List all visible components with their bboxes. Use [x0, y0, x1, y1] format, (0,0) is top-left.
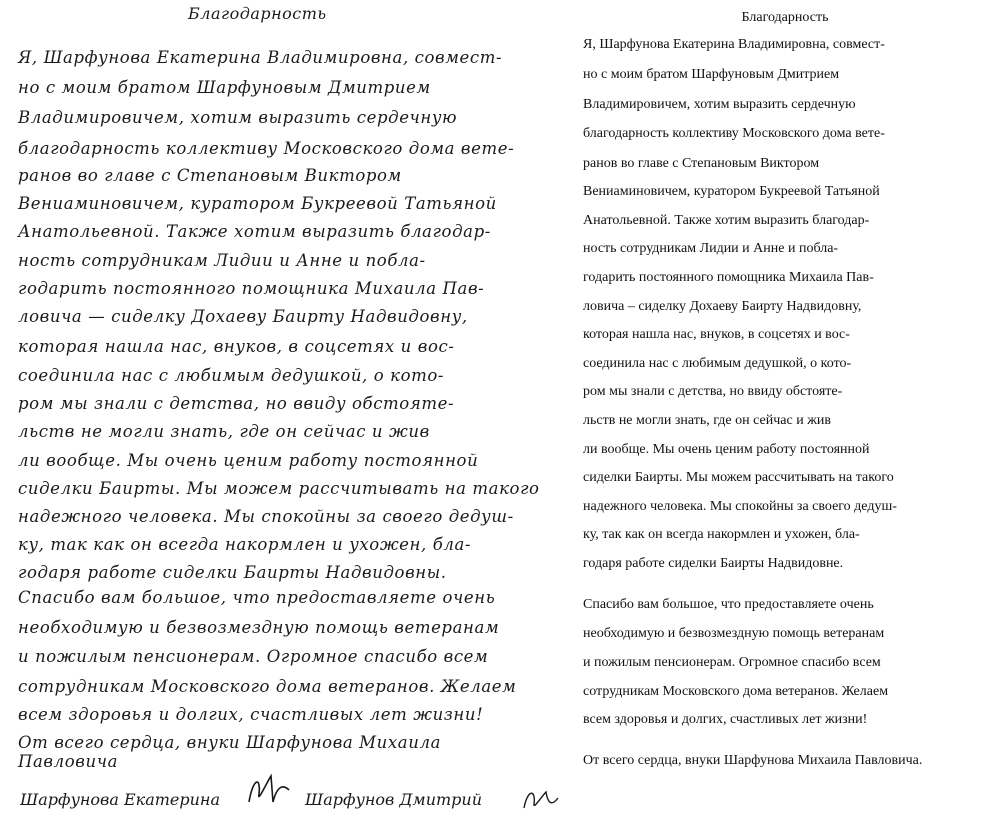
handwritten-line: ли вообще. Мы очень ценим работу постоянной	[18, 451, 479, 470]
handwritten-line: годаря работе сиделки Баирты Надвидовны.	[18, 563, 447, 582]
printed-line: От всего сердца, внуки Шарфунова Михаила Павловича.	[583, 753, 923, 768]
printed-line: годарить постоянного помощника Михаила Пав-	[583, 270, 874, 285]
printed-line: ку, так как он всегда накормлен и ухожен, бла-	[583, 527, 860, 542]
handwritten-line: ность сотрудникам Лидии и Анне и побла-	[18, 251, 426, 270]
handwritten-line: сиделки Баирты. Мы можем рассчитывать на такого	[18, 479, 540, 498]
printed-line: сотрудникам Московского дома ветеранов. Желаем	[583, 684, 889, 699]
signature-left-name: Шарфунова Екатерина	[20, 790, 220, 809]
printed-line: но с моим братом Шарфуновым Дмитрием	[583, 67, 840, 82]
printed-line: Владимировичем, хотим выразить сердечную	[583, 97, 856, 112]
signature-scribble-right	[520, 784, 560, 814]
printed-line: Вениаминовичем, куратором Букреевой Татьяной	[583, 184, 880, 199]
printed-line: надежного человека. Мы спокойны за своего дедуш-	[583, 499, 897, 514]
printed-line: ловича – сиделку Дохаеву Баирту Надвидовну,	[583, 299, 862, 314]
handwritten-line: которая нашла нас, внуков, в соцсетях и вос-	[18, 337, 455, 356]
handwritten-line: соединила нас с любимым дедушкой, о кото-	[18, 366, 445, 385]
handwritten-line: но с моим братом Шарфуновым Дмитрием	[18, 78, 431, 97]
handwritten-line: необходимую и безвозмездную помощь ветеранам	[18, 618, 500, 637]
handwritten-line: сотрудникам Московского дома ветеранов. Желаем	[18, 677, 517, 696]
handwritten-line: всем здоровья и долгих, счастливых лет жизни!	[18, 705, 484, 724]
handwritten-line: льств не могли знать, где он сейчас и жив	[18, 422, 430, 441]
printed-line: которая нашла нас, внуков, в соцсетях и вос-	[583, 327, 850, 342]
printed-line: годаря работе сиделки Баирты Надвидовне.	[583, 556, 844, 571]
handwritten-line: Павловича	[18, 752, 119, 771]
printed-line: Я, Шарфунова Екатерина Владимировна, совмест-	[583, 37, 885, 52]
printed-line: Спасибо вам большое, что предоставляете очень	[583, 597, 874, 612]
handwritten-line: Спасибо вам большое, что предоставляете очень	[18, 588, 496, 607]
printed-line: ность сотрудникам Лидии и Анне и побла-	[583, 241, 839, 256]
printed-line: льств не могли знать, где он сейчас и жив	[583, 413, 831, 428]
printed-line: ранов во главе с Степановым Виктором	[583, 156, 820, 171]
printed-transcription	[580, 0, 990, 833]
printed-line: необходимую и безвозмездную помощь ветеранам	[583, 626, 885, 641]
handwritten-line: Я, Шарфунова Екатерина Владимировна, совмест-	[18, 48, 503, 67]
printed-line: и пожилым пенсионерам. Огромное спасибо всем	[583, 655, 881, 670]
printed-line: соединила нас с любимым дедушкой, о кото-	[583, 356, 852, 371]
handwritten-line: От всего сердца, внуки Шарфунова Михаила	[18, 733, 442, 752]
handwritten-line: ку, так как он всегда накормлен и ухожен, бла-	[18, 535, 472, 554]
handwritten-title: Благодарность	[188, 4, 327, 23]
handwritten-line: надежного человека. Мы спокойны за своего дедуш-	[18, 507, 514, 526]
signature-scribble-left	[243, 772, 293, 808]
printed-line: ром мы знали с детства, но ввиду обстояте-	[583, 384, 843, 399]
handwritten-line: Анатольевной. Также хотим выразить благодар-	[18, 222, 491, 241]
handwritten-line: благодарность коллективу Московского дома вете-	[18, 139, 515, 158]
handwritten-line: годарить постоянного помощника Михаила Пав-	[18, 279, 485, 298]
handwritten-line: Вениаминовичем, куратором Букреевой Татьяной	[18, 194, 497, 213]
printed-line: сиделки Баирты. Мы можем рассчитывать на такого	[583, 470, 894, 485]
signature-right-name: Шарфунов Дмитрий	[305, 790, 483, 809]
handwritten-line: и пожилым пенсионерам. Огромное спасибо всем	[18, 647, 489, 666]
handwritten-line: ловича — сиделку Дохаеву Баирту Надвидовну,	[18, 307, 468, 326]
printed-line: ли вообще. Мы очень ценим работу постоянной	[583, 442, 870, 457]
printed-line: всем здоровья и долгих, счастливых лет жизни!	[583, 712, 868, 727]
printed-line: Анатольевной. Также хотим выразить благодар-	[583, 213, 870, 228]
handwritten-line: ранов во главе с Степановым Виктором	[18, 166, 402, 185]
handwritten-line: Владимировичем, хотим выразить сердечную	[18, 108, 458, 127]
handwritten-line: ром мы знали с детства, но ввиду обстояте-	[18, 394, 455, 413]
printed-line: благодарность коллективу Московского дома вете-	[583, 126, 885, 141]
printed-title: Благодарность	[741, 10, 829, 25]
